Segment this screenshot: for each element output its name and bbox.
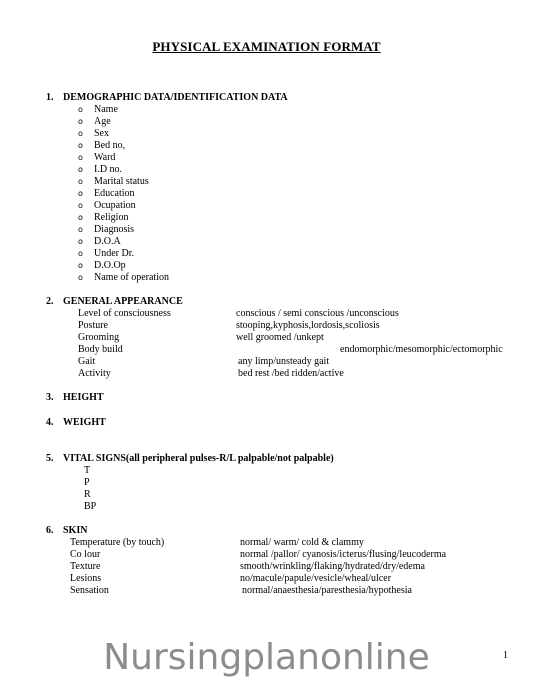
section-skin-heading [46,525,87,537]
bullet-icon: o [78,177,83,186]
bullet-icon: o [78,105,83,114]
section-title: DEMOGRAPHIC DATA/IDENTIFICATION DATA [63,92,288,103]
bullet-icon: o [78,129,83,138]
section-number: 5. [46,453,54,464]
demographic-list [78,104,169,284]
vital-item-r: R [84,489,91,500]
section-title: SKIN [63,525,88,536]
section-title: GENERAL APPEARANCE [63,296,183,307]
row-value: normal /pallor/ cyanosis/icterus/flusing/leucoderma [240,549,447,560]
vital-item-t: T [84,465,91,476]
list-item [78,176,169,188]
list-item [78,188,169,200]
vital-item-bp: BP [84,501,97,512]
list-item-label: Education [94,188,135,199]
row-value: stooping,kyphosis,lordosis,scoliosis [236,320,380,331]
list-item [78,248,169,260]
list-item-label: Marital status [94,176,149,187]
list-item-label: D.O.Op [94,260,126,271]
bullet-icon: o [78,261,83,270]
list-item [78,212,169,224]
list-item-label: Religion [94,212,129,223]
bullet-icon: o [78,201,83,210]
row-label: Gait [78,356,96,367]
bullet-icon: o [78,153,83,162]
row-label: Lesions [70,573,102,584]
row-label: Texture [70,561,101,572]
row-label: Grooming [78,332,120,343]
row-label: Level of consciousness [78,308,171,319]
row-value: any limp/unsteady gait [238,356,330,367]
list-item-label: Under Dr. [94,248,134,259]
list-item-label: Ocupation [94,200,136,211]
list-item [78,152,169,164]
bullet-icon: o [78,189,83,198]
list-item [78,260,169,272]
row-label: Co lour [70,549,101,560]
section-general-heading [46,296,183,308]
vital-item-p: P [84,477,90,488]
bullet-icon: o [78,237,83,246]
list-item [78,272,169,284]
list-item [78,164,169,176]
list-item [78,116,169,128]
section-number: 3. [46,392,54,403]
row-label: Posture [78,320,108,331]
list-item-label: Bed no, [94,140,126,151]
bullet-icon: o [78,141,83,150]
row-value: conscious / semi conscious /unconscious [236,308,399,319]
bullet-icon: o [78,225,83,234]
section-demographic-heading [46,92,288,104]
watermark-text: Nursingplanonline [103,637,430,678]
list-item [78,236,169,248]
row-label: Sensation [70,585,109,596]
bullet-icon: o [78,273,83,282]
page-number: 1 [503,650,508,661]
list-item-label: Name of operation [94,272,169,283]
list-item [78,200,169,212]
list-item [78,224,169,236]
section-title: WEIGHT [63,417,106,428]
section-title: HEIGHT [63,392,104,403]
bullet-icon: o [78,213,83,222]
list-item-label: I.D no. [94,164,123,175]
row-value: smooth/wrinkling/flaking/hydrated/dry/edema [240,561,425,572]
bullet-icon: o [78,249,83,258]
section-height-heading [46,392,104,404]
list-item [78,128,169,140]
list-item [78,104,169,116]
row-value: normal/ warm/ cold & clammy [240,537,364,548]
row-value: bed rest /bed ridden/active [238,368,344,379]
list-item-label: D.O.A [94,236,121,247]
section-weight-heading [46,417,106,429]
section-number: 2. [46,296,54,307]
list-item-label: Name [94,104,118,115]
list-item-label: Sex [94,128,109,139]
section-vitals-heading [46,453,334,465]
list-item-label: Diagnosis [94,224,134,235]
list-item [78,140,169,152]
section-number: 6. [46,525,54,536]
section-number: 1. [46,92,54,103]
row-value: well groomed /unkept [236,332,324,343]
bullet-icon: o [78,165,83,174]
section-number: 4. [46,417,54,428]
row-value: endomorphic/mesomorphic/ectomorphic [340,344,503,355]
row-label: Body build [78,344,123,355]
bullet-icon: o [78,117,83,126]
list-item-label: Age [94,116,111,127]
row-label: Temperature (by touch) [70,537,165,548]
page-title: PHYSICAL EXAMINATION FORMAT [152,39,381,54]
row-value: no/macule/papule/vesicle/wheal/ulcer [240,573,392,584]
list-item-label: Ward [94,152,116,163]
row-label: Activity [78,368,111,379]
row-value: normal/anaesthesia/paresthesia/hypothesia [242,585,412,596]
section-title: VITAL SIGNS(all peripheral pulses-R/L palpable/not palpable) [63,453,334,464]
